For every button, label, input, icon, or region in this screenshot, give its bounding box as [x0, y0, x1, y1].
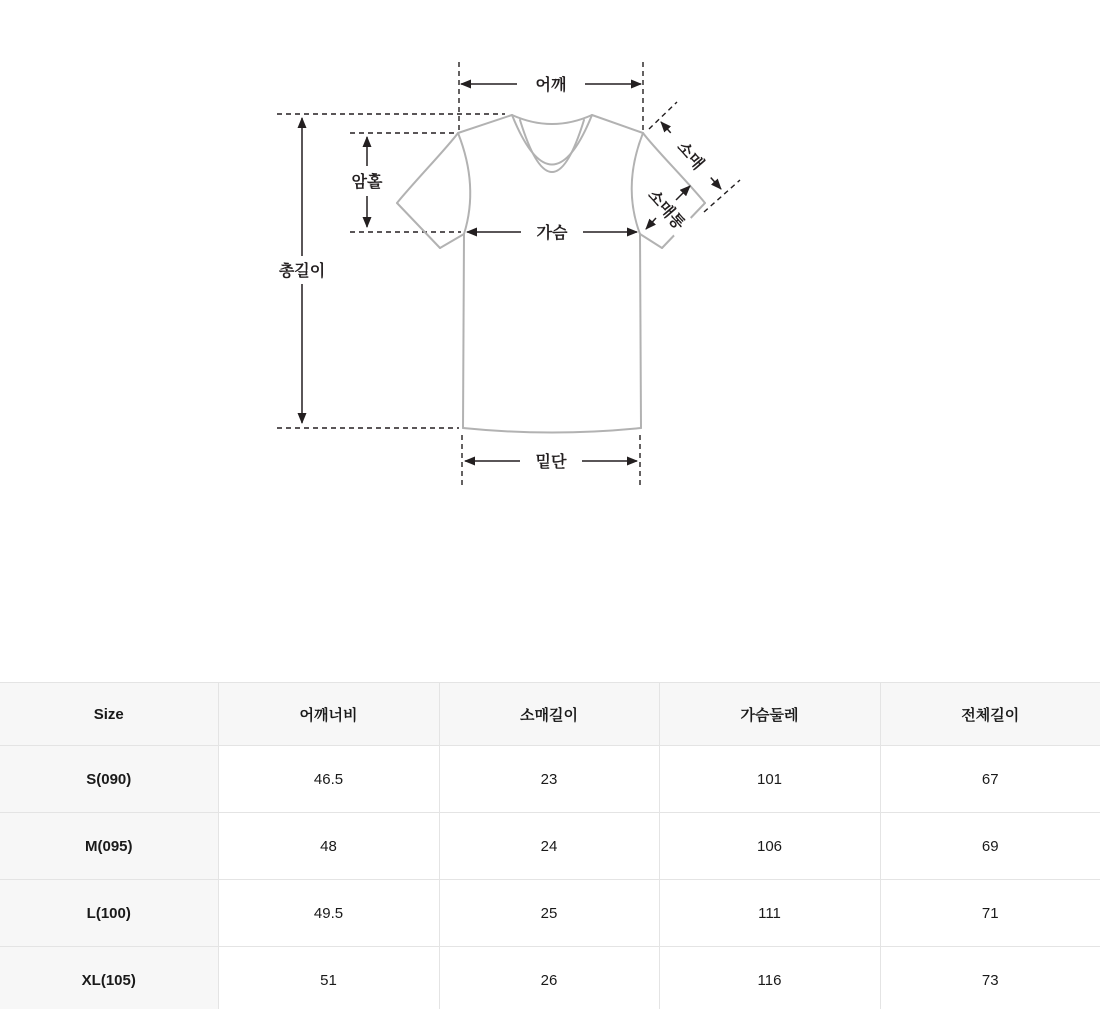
size-label: L(100)	[0, 880, 218, 947]
column-header-size: Size	[0, 683, 218, 746]
measurement-cell: 116	[659, 947, 880, 1009]
measurement-cell: 24	[439, 813, 659, 880]
shoulder-label: 어깨	[535, 77, 567, 94]
dashed-reference-lines	[277, 62, 740, 488]
sleeve-width-arrow-up	[676, 186, 690, 200]
dimension-labels	[271, 71, 720, 474]
size-table	[0, 682, 1100, 1009]
sleeve-label: 소매	[673, 138, 707, 174]
size-label: XL(105)	[0, 947, 218, 1009]
column-header-total-length: 전체길이	[880, 683, 1100, 746]
chest-label: 가슴	[536, 225, 568, 242]
table-row	[0, 947, 1100, 1009]
size-label: S(090)	[0, 746, 218, 813]
measurement-cell: 67	[880, 746, 1100, 813]
measurement-cell: 48	[218, 813, 439, 880]
measurement-cell: 69	[880, 813, 1100, 880]
table-row	[0, 880, 1100, 947]
measurement-cell: 26	[439, 947, 659, 1009]
measurement-cell: 71	[880, 880, 1100, 947]
measurement-cell: 51	[218, 947, 439, 1009]
dimension-arrows	[302, 84, 721, 461]
hem-label: 밑단	[535, 454, 567, 471]
measurement-cell: 73	[880, 947, 1100, 1009]
table-row	[0, 746, 1100, 813]
sleeve-width-label: 소매통	[644, 186, 688, 234]
column-header-shoulder-width: 어깨너비	[218, 683, 439, 746]
measurement-cell: 23	[439, 746, 659, 813]
tshirt-outline	[397, 115, 705, 433]
size-table-header	[0, 683, 1100, 746]
header-row	[0, 683, 1100, 746]
measurement-cell: 25	[439, 880, 659, 947]
size-label: M(095)	[0, 813, 218, 880]
table-row	[0, 813, 1100, 880]
armhole-label: 암홀	[351, 174, 383, 191]
measurement-cell: 46.5	[218, 746, 439, 813]
total-length-label: 총길이	[278, 263, 326, 280]
measurement-cell: 49.5	[218, 880, 439, 947]
column-header-chest-circumference: 가슴둘레	[659, 683, 880, 746]
sleeve-width-arrow-down	[646, 218, 656, 229]
measurement-cell: 106	[659, 813, 880, 880]
measurement-cell: 111	[659, 880, 880, 947]
size-table-body	[0, 746, 1100, 1009]
column-header-sleeve-length: 소매길이	[439, 683, 659, 746]
measurement-cell: 101	[659, 746, 880, 813]
